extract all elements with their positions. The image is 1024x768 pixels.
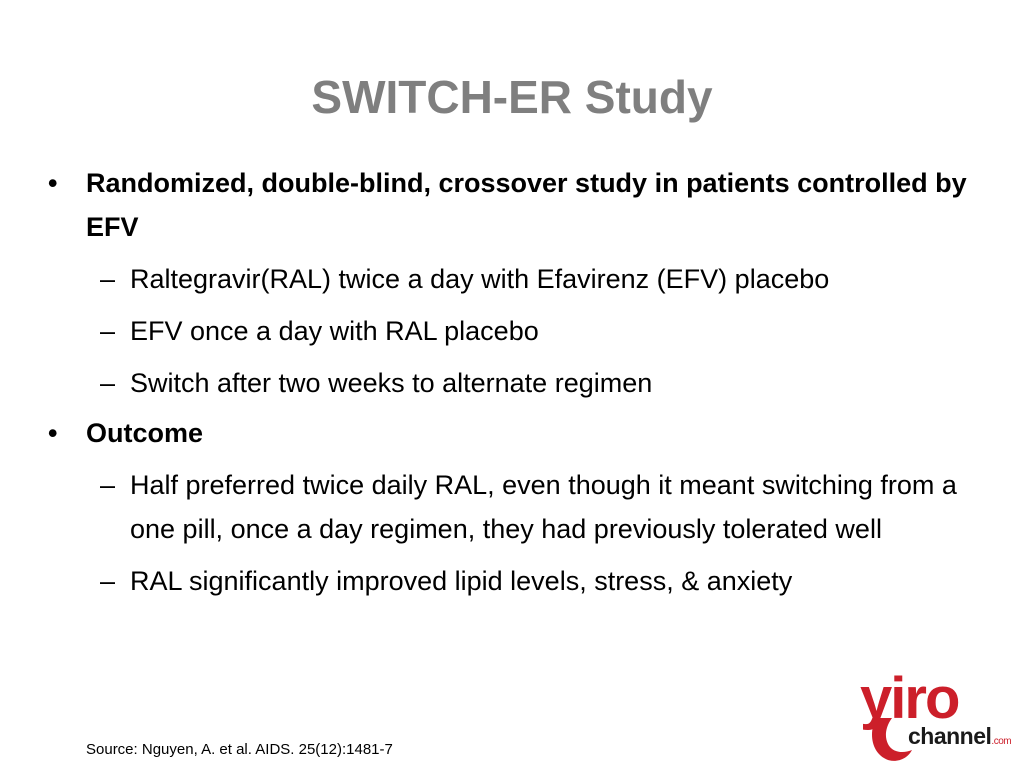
sub-bullet-1-3 (48, 361, 998, 405)
bullet-1 (48, 161, 998, 249)
sub-bullet-dash: – (100, 470, 116, 500)
sub-bullet-2-2 (48, 559, 998, 603)
sub-bullet-dash: – (100, 368, 116, 398)
sub-bullet-1-1 (48, 257, 998, 301)
source-citation: Source: Nguyen, A. et al. AIDS. 25(12):1481-7 (86, 741, 393, 758)
bullet-dot: • (48, 418, 58, 448)
logo-word-channel: channel.com (908, 723, 1012, 749)
bullet-dot: • (48, 168, 58, 198)
viro-channel-logo (858, 668, 1020, 764)
slide-title: SWITCH-ER Study (311, 71, 713, 123)
slide-content (48, 155, 998, 603)
sub-bullet-dash: – (100, 264, 116, 294)
sub-bullet-text: Raltegravir(RAL) twice a day with Efavirenz (EFV) placebo (130, 264, 830, 294)
sub-bullet-text: Half preferred twice daily RAL, even though it meant switching from a one pill, once a day regimen, they had previously tolerated well (130, 470, 957, 544)
sub-bullet-1-2 (48, 309, 998, 353)
logo-word-yiro: yiro (860, 668, 959, 731)
bullet-text: Randomized, double-blind, crossover study in patients controlled by EFV (86, 168, 967, 242)
sub-bullet-dash: – (100, 316, 116, 346)
sub-bullet-text: EFV once a day with RAL placebo (130, 316, 539, 346)
bullet-2 (48, 411, 998, 455)
logo-suffix: .com (991, 736, 1012, 747)
sub-bullet-2-1 (48, 463, 998, 551)
sub-bullet-text: Switch after two weeks to alternate regimen (130, 368, 653, 398)
sub-bullet-dash: – (100, 566, 116, 596)
bullet-text: Outcome (86, 418, 204, 448)
sub-bullet-text: RAL significantly improved lipid levels, stress, & anxiety (130, 566, 793, 596)
